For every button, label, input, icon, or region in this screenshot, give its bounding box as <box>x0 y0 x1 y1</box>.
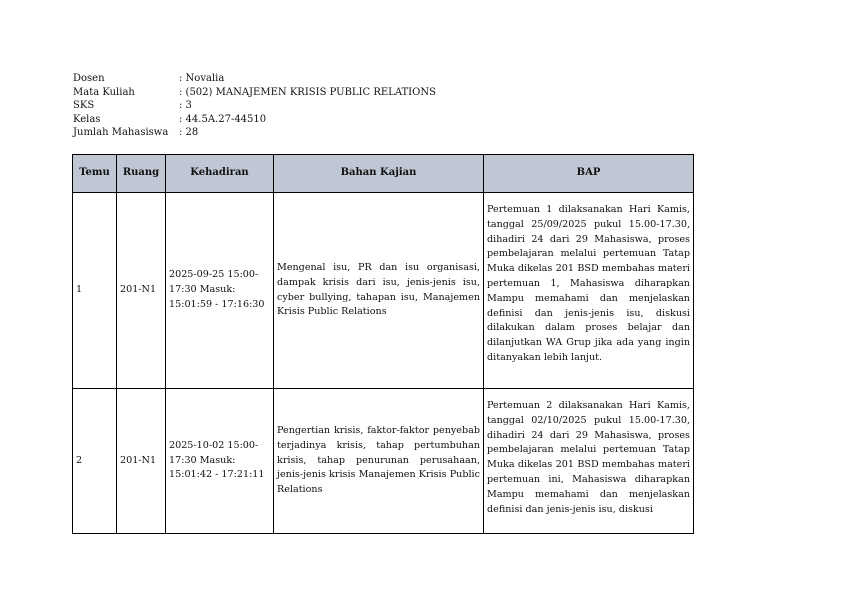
jumlah-label: Jumlah Mahasiswa <box>73 127 169 139</box>
kelas-value: : 44.5A.27-44510 <box>179 113 267 125</box>
dosen-value: : Novalia <box>179 73 225 84</box>
jumlah-value: : 28 <box>179 127 199 139</box>
ruang-cell: 201-N1 <box>117 193 166 389</box>
temu-cell: 2 <box>73 389 117 534</box>
header-ruang: Ruang <box>117 155 166 193</box>
bahan-kajian-cell: Mengenal isu, PR dan isu organisasi, dampak krisis dari isu, jenis-jenis isu, cyber bullying, tahapan isu, Manajemen Krisis Public Relations <box>274 193 484 389</box>
bap-cell: Pertemuan 1 dilaksanakan Hari Kamis, tanggal 25/09/2025 pukul 15.00-17.30, dihadiri 24 dari 29 Mahasiswa, proses pembelajaran melalui pertemuan Tatap Muka dikelas 201 BSD membahas materi pertemuan 1, Mahasiswa diharapkan Mampu memahami dan menjelaskan definisi dan jenis-jenis isu, diskusi dilakukan dalam proses belajar dan dilanjutkan WA Grup jika ada yang ingin ditanyakan lebih lanjut. <box>484 193 694 389</box>
attendance-table <box>72 154 694 534</box>
bap-text: Pertemuan 2 dilaksanakan Hari Kamis, tanggal 02/10/2025 pukul 15.00-17.30, dihadiri 24 dari 29 Mahasiswa, proses pembelajaran melalui pertemuan Tatap Muka dikelas 201 BSD membahas materi pertemuan ini, Mahasiswa diharapkan Mampu memahami dan menjelaskan definisi dan jenis-jenis isu, diskusi <box>487 400 690 515</box>
matkul-row <box>73 86 436 100</box>
table-row <box>73 193 694 389</box>
table-header-row <box>73 155 694 193</box>
matkul-value: : (502) MANAJEMEN KRISIS PUBLIC RELATIONS <box>179 86 436 98</box>
sks-value: : 3 <box>179 100 192 112</box>
header-temu: Temu <box>73 155 117 193</box>
kelas-label: Kelas <box>73 113 101 125</box>
ruang-cell: 201-N1 <box>117 389 166 534</box>
header-bap: BAP <box>484 155 694 193</box>
header-kehadiran: Kehadiran <box>166 155 274 193</box>
matkul-label: Mata Kuliah <box>73 86 135 98</box>
sks-row <box>73 99 436 113</box>
header-bahan-kajian: Bahan Kajian <box>274 155 484 193</box>
bahan-kajian-cell: Pengertian krisis, faktor-faktor penyebab terjadinya krisis, tahap pertumbuhan krisis, tahap penurunan perusahaan, jenis-jenis krisis Manajemen Krisis Public Relations <box>274 389 484 534</box>
jumlah-row <box>73 126 436 140</box>
table-row <box>73 389 694 534</box>
sks-label: SKS <box>73 100 95 112</box>
bap-cell <box>484 389 694 534</box>
dosen-row <box>73 72 436 86</box>
kelas-row <box>73 113 436 127</box>
temu-cell: 1 <box>73 193 117 389</box>
course-info <box>73 72 436 140</box>
kehadiran-cell: 2025-10-02 15:00-17:30 Masuk: 15:01:42 - 17:21:11 <box>166 389 274 534</box>
kehadiran-cell: 2025-09-25 15:00-17:30 Masuk: 15:01:59 - 17:16:30 <box>166 193 274 389</box>
dosen-label: Dosen <box>73 73 105 84</box>
